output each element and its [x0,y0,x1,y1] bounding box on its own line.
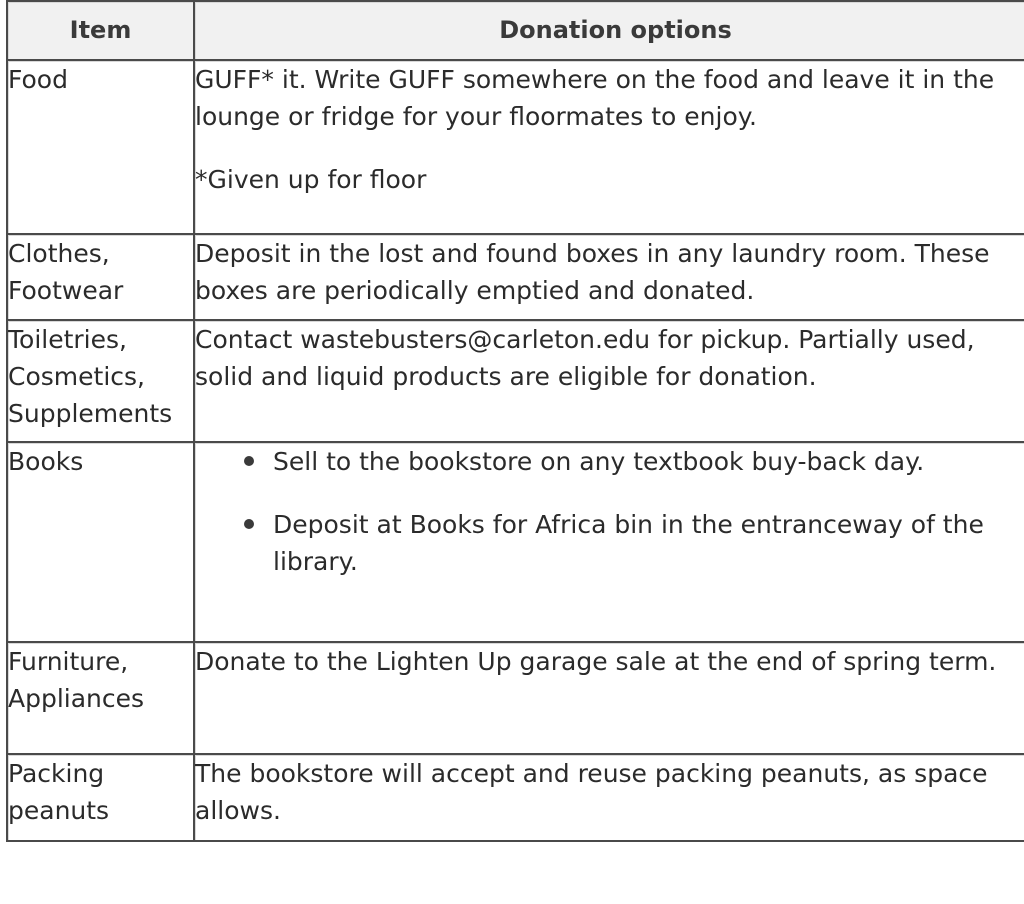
options-cell-food [194,60,1024,234]
option-text: Donate to the Lighten Up garage sale at the end of spring term. [195,647,997,676]
table-row [7,754,1024,841]
table-row [7,60,1024,234]
table-row [7,234,1024,320]
option-text: GUFF* it. Write GUFF somewhere on the food and leave it in the lounge or fridge for your floormates to enjoy. [195,65,995,131]
item-cell-food: Food [7,60,194,234]
options-cell-furniture [194,642,1024,754]
item-cell-furniture: Furniture, Appliances [7,642,194,754]
option-text: Deposit in the lost and found boxes in any laundry room. These boxes are periodically emptied and donated. [195,239,990,305]
option-text: The bookstore will accept and reuse packing peanuts, as space allows. [195,759,988,825]
option-text: Contact wastebusters@carleton.edu for pickup. Partially used, solid and liquid products are eligible for donation. [195,325,975,391]
options-cell-clothes [194,234,1024,320]
list-item [273,506,1024,580]
item-cell-books: Books [7,442,194,642]
options-cell-toiletries [194,320,1024,442]
column-header-donation-options: Donation options [194,1,1024,60]
item-cell-packing-peanuts: Packing peanuts [7,754,194,841]
column-header-item: Item [7,1,194,60]
bullet-icon [244,519,254,529]
list-item [273,443,1024,480]
bullet-icon [244,456,254,466]
item-cell-toiletries: Toiletries, Cosmetics, Supplements [7,320,194,442]
table-row [7,642,1024,754]
footnote-text: *Given up for floor [195,165,427,194]
options-cell-packing-peanuts [194,754,1024,841]
table-row [7,442,1024,642]
item-cell-clothes: Clothes, Footwear [7,234,194,320]
options-cell-books [194,442,1024,642]
donation-options-table [6,0,1024,842]
table-row [7,320,1024,442]
list-item-text: Sell to the bookstore on any textbook buy-back day. [273,447,925,476]
table-header-row [7,1,1024,60]
books-options-list [195,443,1024,580]
list-item-text: Deposit at Books for Africa bin in the entranceway of the library. [273,510,984,576]
